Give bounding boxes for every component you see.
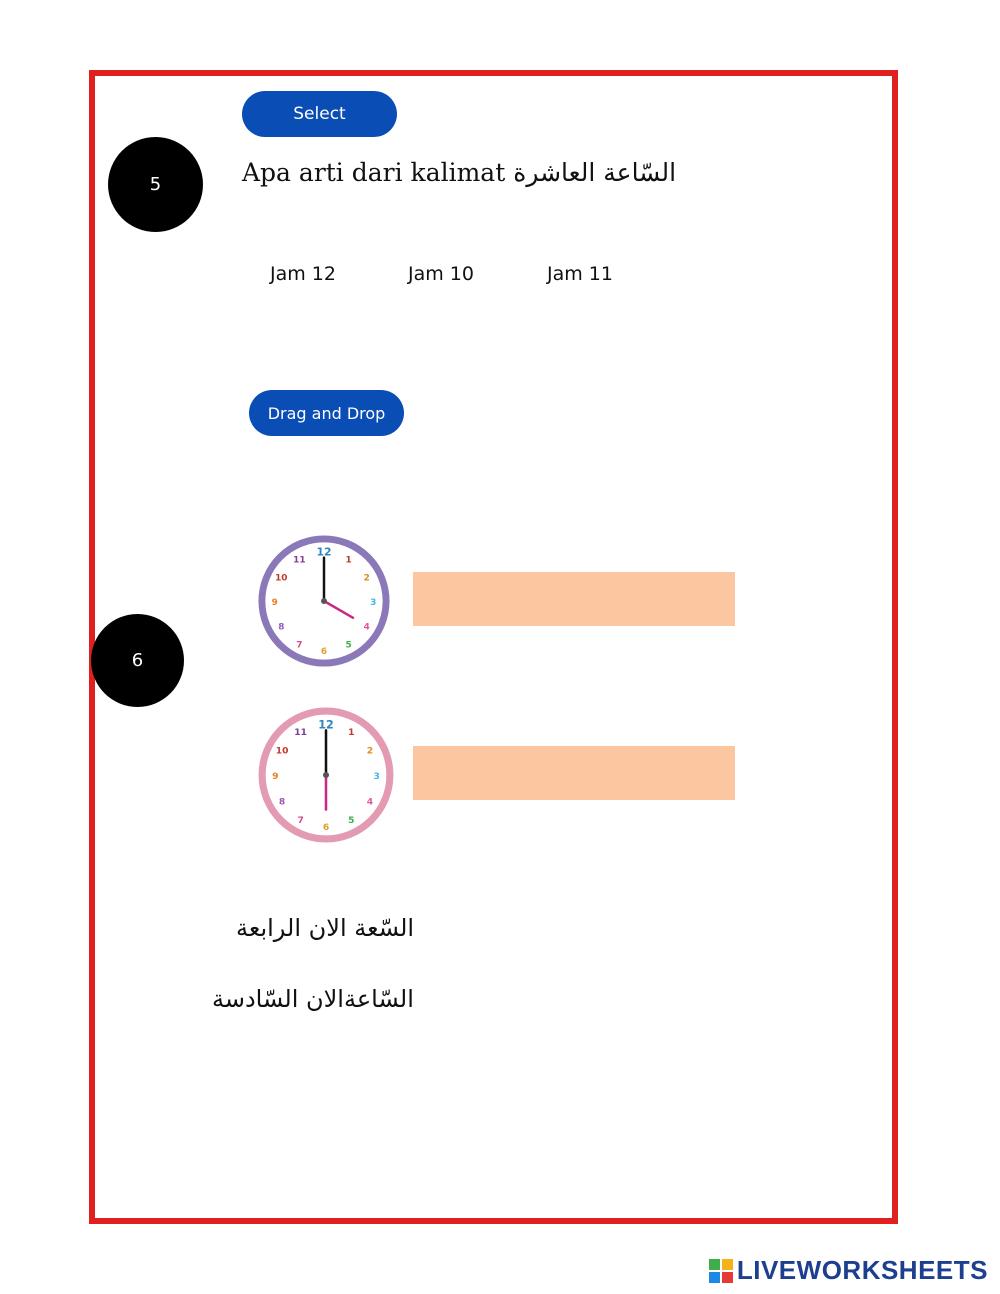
clock-numeral: 7: [296, 640, 303, 651]
option-jam-11[interactable]: Jam 11: [547, 263, 613, 285]
drag-and-drop-badge: Drag and Drop: [249, 390, 404, 436]
drop-zone-2[interactable]: [413, 746, 735, 800]
clock-numeral: 9: [271, 597, 278, 608]
clock-numeral: 1: [348, 728, 355, 739]
clock-numeral: 5: [345, 640, 352, 651]
clock-numeral: 10: [275, 746, 289, 757]
brand-name: LIVEWORKSHEETS: [736, 1255, 988, 1285]
clock-numeral: 3: [373, 772, 380, 783]
clock-numeral: 1: [345, 555, 352, 566]
question-number-6: 6: [91, 614, 184, 707]
clock-four-oclock: [255, 532, 393, 670]
clock-numeral: 3: [370, 597, 377, 608]
clock-numeral: 11: [293, 555, 306, 566]
option-jam-12[interactable]: Jam 12: [270, 263, 336, 285]
clock-numeral: 12: [316, 545, 332, 559]
drag-item-fourth-hour[interactable]: السّعة الان الرابعة: [236, 914, 415, 942]
clock-numeral: 8: [278, 622, 285, 633]
clock-numeral: 9: [272, 772, 279, 783]
liveworksheets-logo: [709, 1255, 988, 1286]
worksheet-frame: [89, 70, 898, 1224]
drop-zone-1[interactable]: [413, 572, 735, 626]
clock-numeral: 7: [297, 815, 304, 826]
clock-center-pin: [323, 772, 329, 778]
clock-numeral: 6: [322, 822, 330, 833]
question-5-text: Apa arti dari kalimat السّاعة العاشرة: [242, 158, 677, 187]
clock-numeral: 5: [348, 815, 355, 826]
clock-numeral: 11: [294, 728, 307, 739]
question-number-5: 5: [108, 137, 203, 232]
clock-numeral: 8: [278, 797, 286, 808]
clock-numeral: 2: [366, 746, 374, 757]
clock-numeral: 12: [318, 718, 334, 732]
clock-center-pin: [321, 598, 327, 604]
clock-six-oclock: [255, 702, 397, 848]
clock-numeral: 10: [275, 573, 288, 584]
option-jam-10[interactable]: Jam 10: [408, 263, 474, 285]
clock-numeral: 2: [363, 573, 370, 584]
clock-numeral: 4: [366, 797, 374, 808]
clock-numeral: 6: [320, 647, 328, 658]
logo-squares-icon: [709, 1259, 733, 1283]
select-badge: Select: [242, 91, 397, 137]
clock-numeral: 4: [363, 622, 370, 633]
drag-item-sixth-hour[interactable]: السّاعةالان السّادسة: [212, 985, 414, 1013]
